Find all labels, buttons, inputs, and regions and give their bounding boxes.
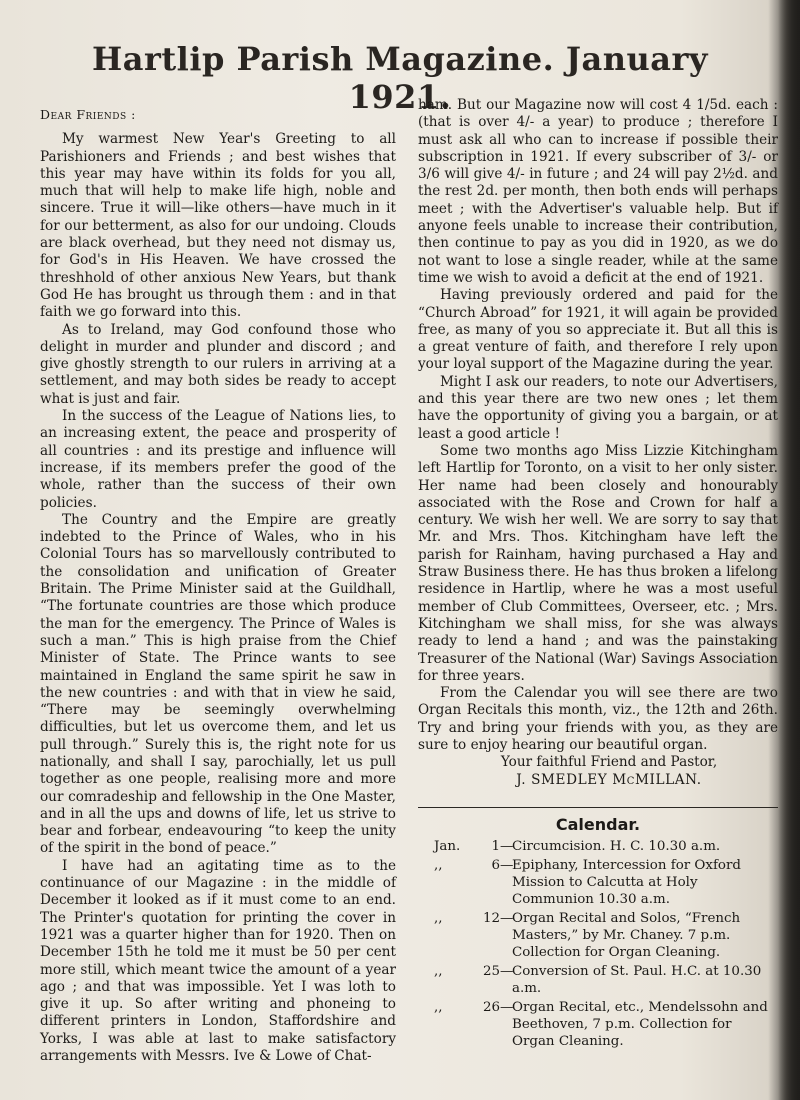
calendar-month: ,, (434, 911, 443, 927)
calendar-entry (418, 857, 778, 908)
paragraph-magazine-cost: ham. But our Magazine now will cost 4 1/5d. each : (that is over 4/- a year) to produce ; therefore I must ask all who can to increase if possible their subscription in 1921. If every subscriber of 3/- or 3/6 will give 4/- in future ; and 24 will pay 2½d. and the rest 2d. per month, then both ends will perhaps meet ; with the Advertiser's valuable help. But if anyone feels unable to increase their contribution, then continue to pay as you did in 1920, as we do not want to lose a single reader, while at the same time we wish to avoid a deficit at the end of 1921. (418, 97, 778, 286)
calendar-dash: — (500, 964, 514, 980)
page-title: Hartlip Parish Magazine. January 1921. (92, 40, 708, 116)
signoff: Your faithful Friend and Pastor, (500, 754, 718, 771)
paragraph-prince-of-wales: The Country and the Empire are greatly indebted to the Prince of Wales, who in his Colonial Tours has so marvellously contributed to the consolidation and unification of Greater Britain. The Prime Minister said at the Guildhall, “The fortunate countries are those which produce the man for the emergency. The Prince of Wales is such a man.” This is high praise from the Chief Minister of State. The Prince wants to see maintained in England the same spirit he saw in the new countries : and with that in view he said, “There may be seemingly overwhelming difficulties, but let us overcome them, and let us pull through.” Surely this is, the right note for us nationally, and shall I say, parochially, let us pull together as one people, realising more and more our comradeship and fellowship in the One Master, and in all the ups and downs of life, let us strive to bear and forbear, endeavouring “to keep the unity of the spirit in the bond of peace.” (40, 511, 396, 857)
calendar-day: 25 (482, 964, 500, 980)
calendar-day: 26 (482, 1000, 500, 1016)
calendar-month: Jan. (434, 839, 461, 855)
paragraph-ireland: As to Ireland, may God confound those who delight in murder and plunder and discord ; and give ghostly strength to our rulers in arriving at a settlement, and may both sides be ready to accept what is just and fair. (40, 321, 396, 407)
calendar-text: Epiphany, Intercession for Oxford Mission to Calcutta at Holy Communion 10.30 a.m. (512, 858, 741, 908)
calendar-entry (418, 838, 778, 855)
calendar-month: ,, (434, 1000, 443, 1016)
calendar-text: Circumcision. H. C. 10.30 a.m. (512, 839, 721, 855)
page-edge-shadow (778, 0, 800, 1100)
salutation: Dear Friends : (40, 107, 136, 122)
calendar-day: 12 (482, 911, 500, 927)
calendar-text: Conversion of St. Paul. H.C. at 10.30 a.m. (512, 964, 762, 997)
calendar-dash: — (500, 858, 514, 874)
calendar-list (418, 838, 778, 1050)
calendar-entry (418, 910, 778, 961)
paragraph-advertisers: Might I ask our readers, to note our Advertisers, and this year there are two new ones ; let them have the opportunity of giving you a bargain, or at least a good article ! (418, 373, 778, 442)
calendar-day: 1 (491, 839, 500, 855)
calendar-dash: — (500, 839, 514, 855)
section-divider (418, 807, 778, 808)
calendar-day: 6 (491, 858, 500, 874)
calendar-text: Organ Recital, etc., Mendelssohn and Beethoven, 7 p.m. Collection for Organ Cleaning. (512, 1000, 768, 1050)
calendar-entry (418, 999, 778, 1050)
paragraph-church-abroad: Having previously ordered and paid for the “Church Abroad” for 1921, it will again be provided free, as many of you so appreciate it. But all this is a great venture of faith, and therefore I rely upon your loyal support of the Magazine during the year. (418, 287, 778, 373)
left-column (40, 100, 396, 1065)
signature: J. SMEDLEY McMILLAN. (516, 771, 702, 788)
calendar-dash: — (500, 1000, 514, 1016)
calendar-month: ,, (434, 964, 443, 980)
right-column (418, 97, 778, 1052)
paragraph-magazine-continuance: I have had an agitating time as to the continuance of our Magazine : in the middle of December it looked as if it must come to an end. The Printer's quotation for printing the cover in 1921 was a quarter higher than for 1920. Then on December 15th he told me it must be 50 per cent more still, which meant twice the amount of a year ago ; and that was impossible. Yet I was loth to give it up. So after writing and phoneing to different printers in London, Staffordshire and Yorks, I was able at last to make satisfactory arrangements with Messrs. Ive & Lowe of Chat- (40, 857, 396, 1065)
calendar-dash: — (500, 911, 514, 927)
calendar-month: ,, (434, 858, 443, 874)
paragraph-league-of-nations: In the success of the League of Nations lies, to an increasing extent, the peace and prosperity of all countries : and its prestige and influence will increase, if its members prefer the good of the whole, rather than the success of their own policies. (40, 408, 396, 511)
calendar-title: Calendar. (555, 814, 641, 834)
paragraph-kitchingham: Some two months ago Miss Lizzie Kitchingham left Hartlip for Toronto, on a visit to her only sister. Her name had been closely and honourably associated with the Rose and Crown for half a century. We wish her well. We are sorry to say that Mr. and Mrs. Thos. Kitchingham have left the parish for Rainham, having purchased a Hay and Straw Business there. He has thus broken a lifelong residence in Hartlip, where he was a most useful member of Club Committees, Overseer, etc. ; Mrs. Kitchingham we shall miss, for she was always ready to lend a hand ; and was the painstaking Treasurer of the National (War) Savings Association for three years. (418, 442, 778, 684)
calendar-entry (418, 963, 778, 997)
paragraph-organ-recitals: From the Calendar you will see there are two Organ Recitals this month, viz., the 12th and 26th. Try and bring your friends with you, as they are sure to enjoy hearing our beautiful organ. (418, 685, 778, 753)
calendar-text: Organ Recital and Solos, “French Masters,” by Mr. Chaney. 7 p.m. Collection for Organ Cleaning. (512, 911, 741, 961)
paragraph-new-year: My warmest New Year's Greeting to all Parishioners and Friends ; and best wishes that this year may have within its folds for you all, much that will help to make life high, noble and sincere. True it will—like others—have much in it for our betterment, as also for our undoing. Clouds are black overhead, but they need not dismay us, for God's in His Heaven. We have crossed the threshhold of other anxious New Years, but thank God He has brought us through them : and in that faith we go forward into this. (40, 131, 396, 321)
